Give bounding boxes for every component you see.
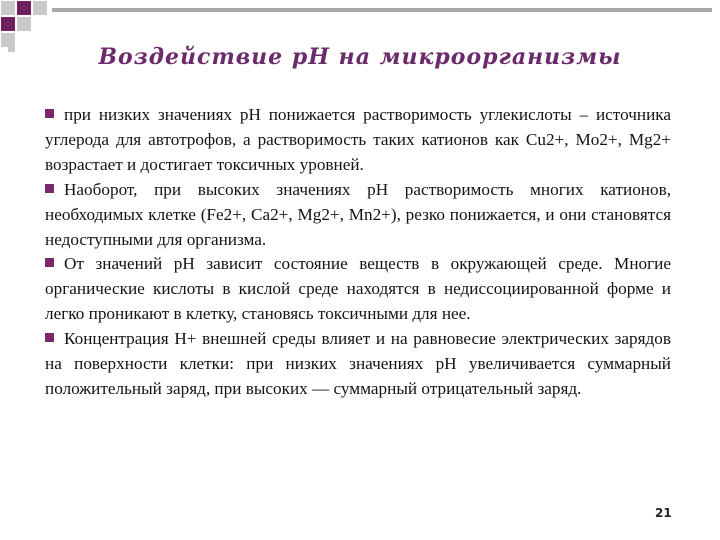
paragraph-text: Концентрация Н+ внешней среды влияет и на равновесие электрических зарядов на поверхности клетки: при низких значениях рН увеличивается суммарный положительный заряд, при высоких — суммарный отрицательный заряд. bbox=[45, 329, 671, 398]
page-number: 21 bbox=[655, 506, 672, 520]
square-bullet-icon bbox=[45, 258, 54, 267]
decor-square bbox=[17, 17, 31, 31]
bullet-paragraph bbox=[45, 252, 671, 327]
decor-square bbox=[1, 17, 15, 31]
slide-title: Воздействие рН на микроорганизмы bbox=[98, 44, 622, 70]
paragraph-text: От значений рН зависит состояние веществ в окружающей среде. Многие органические кислоты в кислой среде находятся в недиссоциированной форме и легко проникают в клетку, становясь токсичными для нее. bbox=[45, 254, 671, 324]
decor-square bbox=[8, 45, 15, 52]
bullet-paragraph bbox=[45, 178, 671, 253]
paragraph-text: Наоборот, при высоких значениях рН растворимость многих катионов, необходимых клетке (Fe2+, Ca2+, Mg2+, Mn2+), резко понижается, и они становятся недоступными для организма. bbox=[45, 179, 671, 249]
decor-square bbox=[33, 1, 47, 15]
header-bar bbox=[52, 8, 712, 12]
bullet-paragraph bbox=[45, 103, 671, 178]
square-bullet-icon bbox=[45, 184, 54, 193]
decor-square bbox=[17, 1, 31, 15]
decor-square bbox=[1, 1, 15, 15]
paragraph-text: при низких значениях рН понижается растворимость углекислоты – источника углерода для автотрофов, а растворимость таких катионов как Cu2+, Mo2+, Mg2+ возрастает и достигает токсичных уровней. bbox=[45, 105, 671, 174]
slide-body bbox=[45, 103, 671, 402]
square-bullet-icon bbox=[45, 333, 54, 342]
bullet-paragraph bbox=[45, 327, 671, 402]
square-bullet-icon bbox=[45, 109, 54, 118]
